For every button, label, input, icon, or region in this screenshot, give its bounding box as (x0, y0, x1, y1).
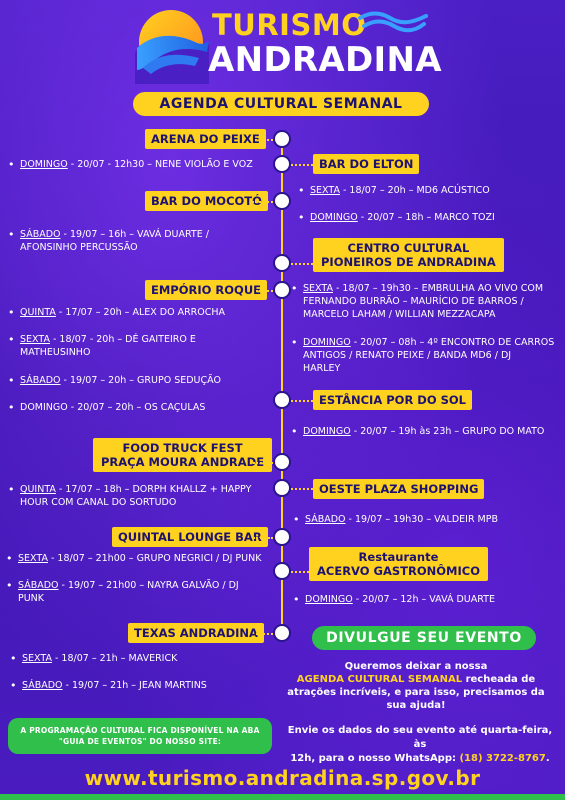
event-item: • SÁBADO - 19/07 – 21h00 – NAYRA GALVÃO / DJ PUNK (18, 579, 239, 605)
connector (291, 263, 313, 265)
timeline-node (273, 391, 291, 409)
whatsapp-phone[interactable]: (18) 3722-8767 (459, 753, 546, 764)
event-item: • DOMINGO - 20/07 – 18h – MARCO TOZI (310, 211, 495, 224)
logo-line-turismo: TURISMO (212, 8, 367, 42)
connector (256, 633, 273, 635)
venue-label-estancia: ESTÂNCIA POR DO SOL (313, 390, 472, 410)
connector (291, 164, 313, 166)
timeline-node (273, 155, 291, 173)
venue-label-arena: ARENA DO PEIXE (145, 129, 266, 149)
envie-text: Envie os dados do seu evento até quarta-feira, às 12h, para o nosso WhatsApp: (18) 3722-8767. (287, 725, 553, 764)
event-item: • SEXTA - 18/07 – 19h30 – EMBRULHA AO VIVO COM FERNANDO BURRÃO – MAURÍCIO DE BARROS / MARCELO LAHAM / WILLIAN MEZZACAPA (303, 282, 543, 321)
venue-label-emporio: EMPÓRIO ROQUE (145, 280, 267, 300)
timeline-node (273, 562, 291, 580)
timeline-node (273, 479, 291, 497)
venue-label-centro-cultural: CENTRO CULTURAL PIONEIROS DE ANDRADINA (313, 238, 504, 272)
sun-wave-logo-icon (133, 8, 209, 84)
connector (256, 290, 273, 292)
venue-label-elton: BAR DO ELTON (313, 154, 419, 174)
event-item: • DOMINGO - 20/07 – 19h às 23h – GRUPO DO MATO (303, 425, 544, 438)
connector (291, 400, 313, 402)
connector (253, 537, 273, 539)
timeline-node (273, 528, 291, 546)
timeline-node (273, 453, 291, 471)
event-item: • SÁBADO - 19/07 – 16h – VAVÁ DUARTE / AFONSINHO PERCUSSÃO (20, 228, 209, 254)
event-item: • SÁBADO - 19/07 – 21h – JEAN MARTINS (22, 679, 207, 692)
timeline-node (273, 624, 291, 642)
event-item: • DOMINGO - 20/07 – 12h – VAVÁ DUARTE (305, 593, 495, 606)
website-link[interactable]: www.turismo.andradina.sp.gov.br (84, 766, 481, 790)
venue-label-mocoto: BAR DO MOCOTÓ (145, 191, 268, 211)
agenda-title: AGENDA CULTURAL SEMANAL (133, 92, 429, 116)
connector (253, 462, 273, 464)
venue-label-food-truck: FOOD TRUCK FEST PRAÇA MOURA ANDRADE (93, 438, 272, 472)
event-item: • QUINTA - 17/07 – 20h – ALEX DO ARROCHA (20, 306, 225, 319)
promo-text: Queremos deixar a nossa AGENDA CULTURAL SEMANAL recheada de atrações incríveis, e para isso, precisamos da sua ajuda! (287, 661, 545, 711)
bottom-strip (0, 794, 565, 800)
venue-label-quintal: QUINTAL LOUNGE BAR (112, 527, 268, 547)
connector (252, 201, 273, 203)
event-item: • DOMINGO - 20/07 – 08h – 4º ENCONTRO DE CARROS ANTIGOS / RENATO PEIXE / BANDA MD6 / DJ HARLEY (303, 336, 554, 375)
venue-label-oeste-plaza: OESTE PLAZA SHOPPING (313, 479, 484, 499)
logo-line-andradina: ANDRADINA (208, 40, 442, 80)
timeline-node (273, 281, 291, 299)
event-item: • SÁBADO - 19/07 – 19h30 – VALDEIR MPB (305, 513, 498, 526)
timeline-node (273, 254, 291, 272)
wave-icon (358, 10, 428, 36)
connector (291, 571, 309, 573)
connector (291, 488, 313, 490)
timeline-node (273, 192, 291, 210)
connector (251, 139, 273, 141)
event-item: • DOMINGO - 20/07 - 12h30 – NENE VIOLÃO E VOZ (20, 158, 253, 171)
venue-label-acervo: Restaurante ACERVO GASTRONÔMICO (309, 547, 488, 581)
event-item: • SEXTA - 18/07 – 21h – MAVERICK (22, 652, 177, 665)
event-item: • QUINTA - 17/07 – 18h – DORPH KHALLZ + HAPPY HOUR COM CANAL DO SORTUDO (20, 483, 251, 509)
event-item: • SEXTA - 18/07 - 20h – DÉ GAITEIRO E MATHEUSINHO (20, 333, 196, 359)
event-item: • SÁBADO - 19/07 – 20h – GRUPO SEDUÇÃO (20, 374, 221, 387)
event-item: • SEXTA - 18/07 – 20h – MD6 ACÚSTICO (310, 184, 490, 197)
info-box: A PROGRAMAÇÃO CULTURAL FICA DISPONÍVEL NA ABA "GUIA DE EVENTOS" DO NOSSO SITE: (8, 718, 272, 754)
timeline-node (273, 130, 291, 148)
event-item: • SEXTA - 18/07 – 21h00 – GRUPO NEGRICI / DJ PUNK (18, 552, 261, 565)
venue-label-texas: TEXAS ANDRADINA (128, 623, 264, 643)
divulgue-seu-evento-button[interactable]: DIVULGUE SEU EVENTO (312, 626, 536, 650)
event-item: • DOMINGO - 20/07 – 20h – OS CAÇULAS (20, 401, 205, 414)
